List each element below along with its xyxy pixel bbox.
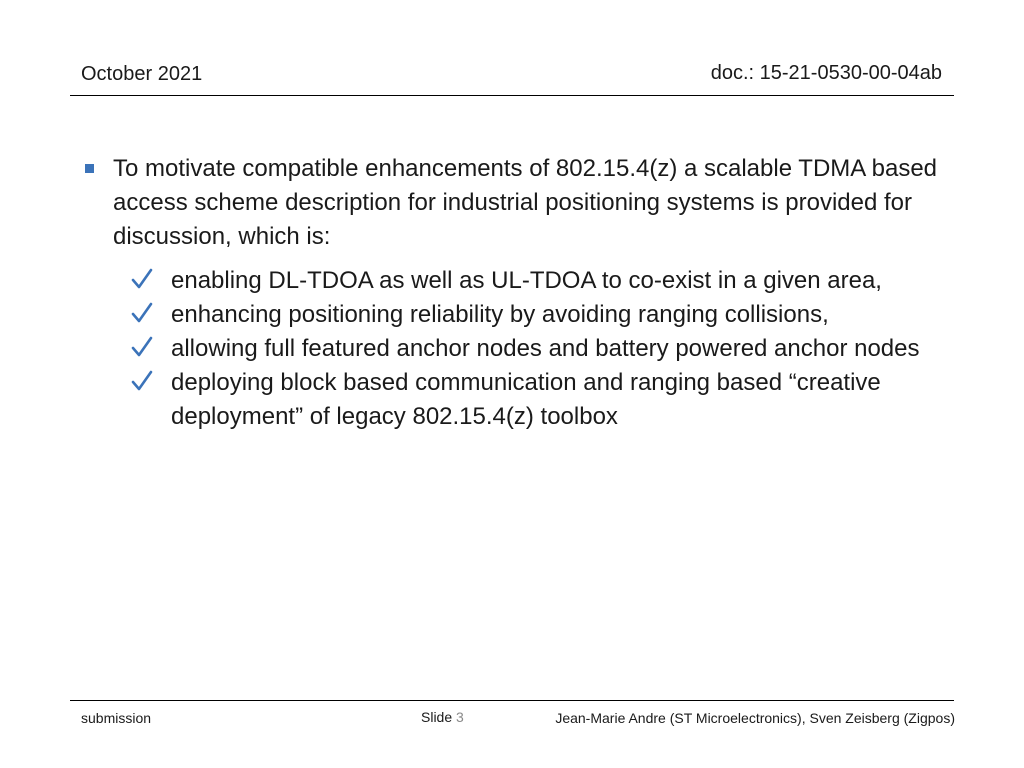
list-item-text: deploying block based communication and ranging based “creative deployment” of legacy 802.15.4(z) toolbox bbox=[171, 369, 881, 430]
footer-submission: submission bbox=[81, 710, 152, 726]
checkmark-icon bbox=[131, 336, 153, 358]
document-id: doc.: 15-21-0530-00-04ab bbox=[710, 62, 942, 84]
footer-authors: Jean-Marie Andre (ST Microelectronics), Sven Zeisberg (Zigpos) bbox=[555, 710, 955, 726]
slide-content bbox=[83, 152, 963, 434]
square-bullet-icon bbox=[85, 164, 94, 173]
list-item-text: enhancing positioning reliability by avoiding ranging collisions, bbox=[171, 301, 829, 328]
footer-divider bbox=[70, 700, 954, 701]
checkmark-icon bbox=[131, 268, 153, 290]
list-item bbox=[171, 298, 963, 332]
header-date: October 2021 bbox=[81, 63, 203, 85]
main-bullet-text: To motivate compatible enhancements of 802.15.4(z) a scalable TDMA based access scheme description for industrial positioning systems is provided for discussion, which is: bbox=[113, 155, 938, 250]
list-item bbox=[171, 332, 963, 366]
list-item bbox=[171, 264, 963, 298]
list-item-text: allowing full featured anchor nodes and battery powered anchor nodes bbox=[171, 335, 920, 362]
checkmark-icon bbox=[131, 302, 153, 324]
checkmark-icon bbox=[131, 370, 153, 392]
header-divider bbox=[70, 95, 954, 96]
list-item-text: enabling DL-TDOA as well as UL-TDOA to co-exist in a given area, bbox=[171, 267, 882, 294]
main-bullet bbox=[83, 152, 963, 254]
slide-label: Slide bbox=[421, 709, 453, 725]
slide-number-value: 3 bbox=[456, 709, 464, 725]
checkmark-list bbox=[83, 264, 963, 434]
slide-number bbox=[421, 709, 464, 725]
list-item bbox=[171, 366, 963, 434]
